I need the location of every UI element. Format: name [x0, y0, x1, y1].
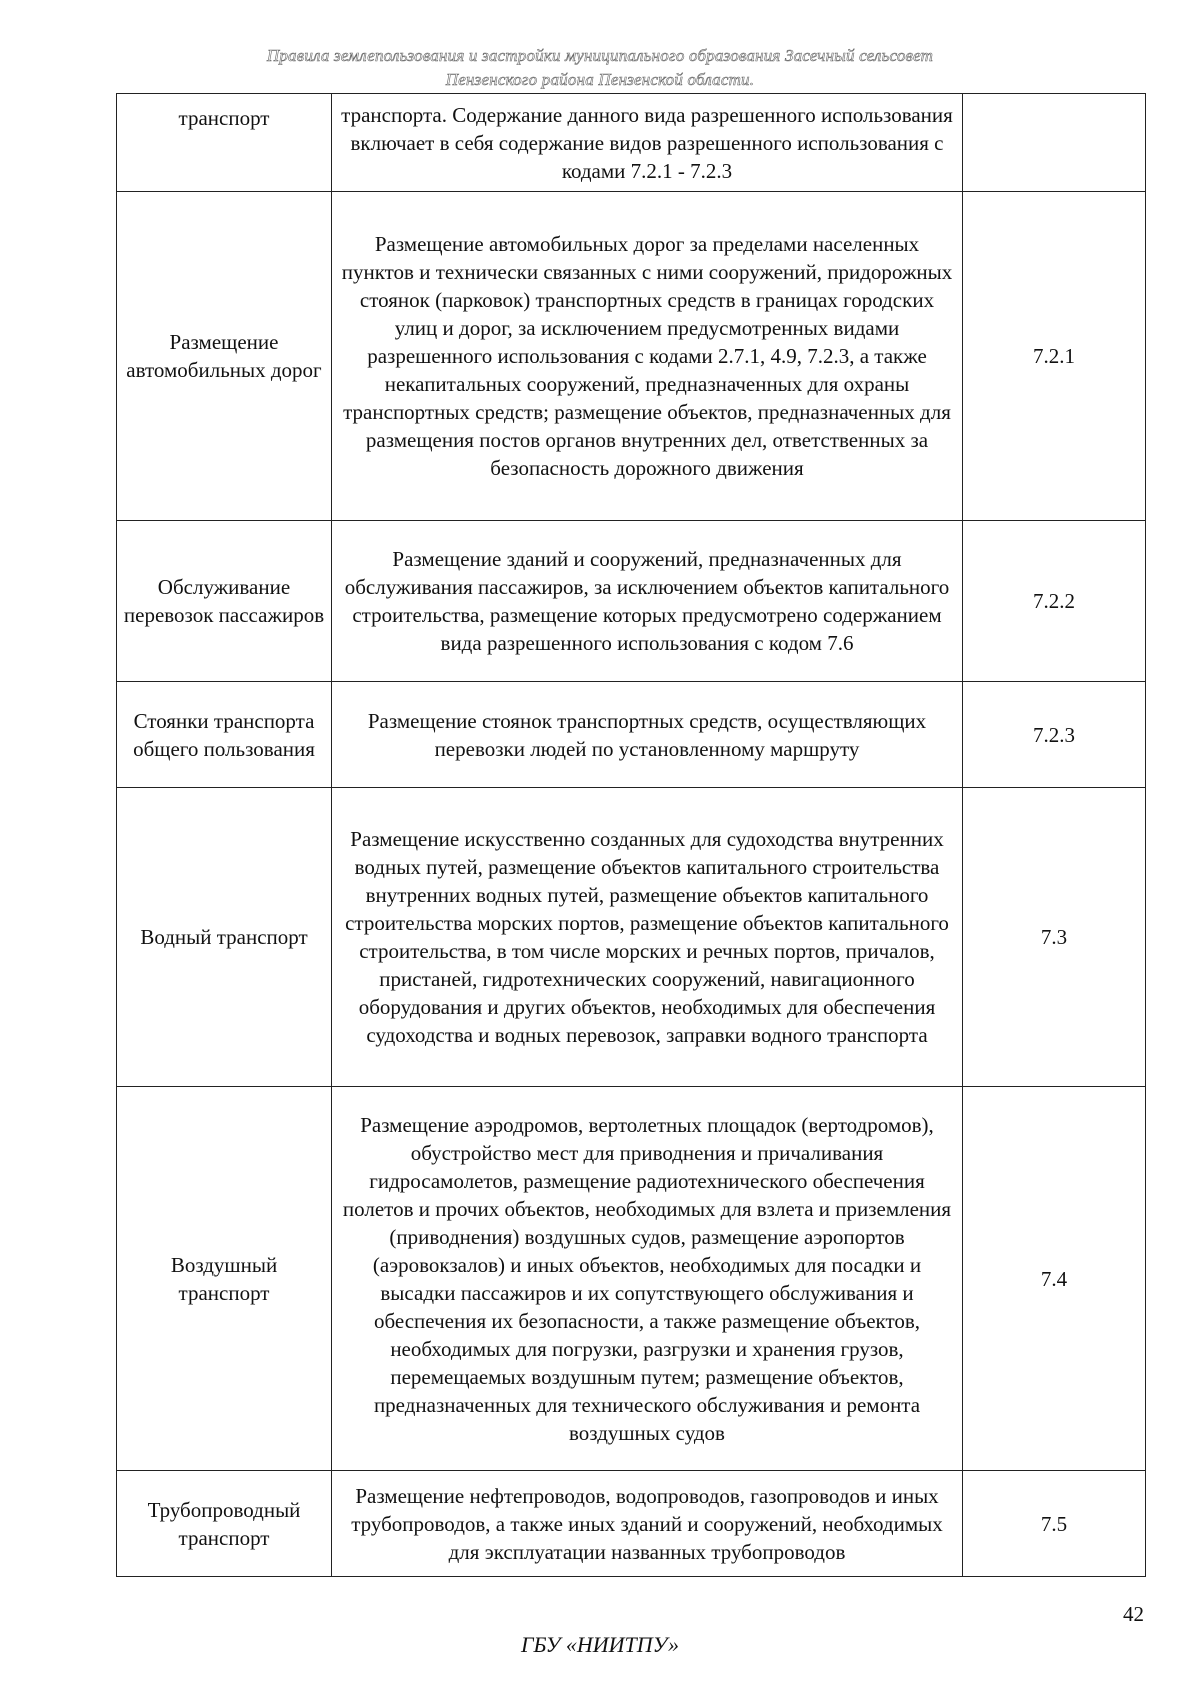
- land-use-table: [116, 93, 1146, 1577]
- use-code-cell: 7.2.1: [963, 192, 1146, 521]
- table-row: [117, 1471, 1146, 1577]
- use-name-cell: Водный транспорт: [117, 788, 332, 1087]
- table-row: [117, 94, 1146, 192]
- use-description-cell: Размещение искусственно созданных для судоходства внутренних водных путей, размещение объектов капитального строительства внутренних водных путей, размещение объектов капитального строительства морских портов, размещение объектов капитального строительства, в том числе морских и речных портов, причалов, пристаней, гидротехнических сооружений, навигационного оборудования и других объектов, необходимых для обеспечения судоходства и водных перевозок, заправки водного транспорта: [332, 788, 963, 1087]
- use-name-cell: транспорт: [117, 94, 332, 192]
- use-name-cell: Воздушный транспорт: [117, 1087, 332, 1471]
- use-description-cell: Размещение аэродромов, вертолетных площадок (вертодромов), обустройство мест для приводнения и причаливания гидросамолетов, размещение радиотехнического обеспечения полетов и прочих объектов, необходимых для взлета и приземления (приводнения) воздушных судов, размещение аэропортов (аэровокзалов) и иных объектов, необходимых для посадки и высадки пассажиров и их сопутствующего обслуживания и обеспечения их безопасности, а также размещение объектов, необходимых для погрузки, разгрузки и хранения грузов, перемещаемых воздушным путем; размещение объектов, предназначенных для технического обслуживания и ремонта воздушных судов: [332, 1087, 963, 1471]
- table-row: [117, 1087, 1146, 1471]
- footer-organization: ГБУ «НИИТПУ»: [520, 1632, 680, 1657]
- use-code-cell: [963, 94, 1146, 192]
- use-name-cell: Стоянки транспорта общего пользования: [117, 682, 332, 788]
- use-code-cell: 7.3: [963, 788, 1146, 1087]
- use-code-cell: 7.4: [963, 1087, 1146, 1471]
- running-header: [160, 44, 1040, 92]
- use-description-cell: Размещение нефтепроводов, водопроводов, газопроводов и иных трубопроводов, а также иных зданий и сооружений, необходимых для эксплуатации названных трубопроводов: [332, 1471, 963, 1577]
- use-description-cell: Размещение автомобильных дорог за пределами населенных пунктов и технически связанных с ними сооружений, придорожных стоянок (парковок) транспортных средств в границах городских улиц и дорог, за исключением предусмотренных видами разрешенного использования с кодами 2.7.1, 4.9, 7.2.3, а также некапитальных сооружений, предназначенных для охраны транспортных средств; размещение объектов, предназначенных для размещения постов органов внутренних дел, ответственных за безопасность дорожного движения: [332, 192, 963, 521]
- use-name-cell: Трубопроводный транспорт: [117, 1471, 332, 1577]
- table-row: [117, 788, 1146, 1087]
- header-line-2: Пензенского района Пензенской области.: [445, 70, 755, 89]
- table-row: [117, 521, 1146, 682]
- use-code-cell: 7.2.3: [963, 682, 1146, 788]
- page-number: 42: [1123, 1602, 1144, 1626]
- use-code-cell: 7.5: [963, 1471, 1146, 1577]
- table-row: [117, 192, 1146, 521]
- use-description-cell: Размещение стоянок транспортных средств, осуществляющих перевозки людей по установленному маршруту: [332, 682, 963, 788]
- use-description-cell: Размещение зданий и сооружений, предназначенных для обслуживания пассажиров, за исключением объектов капитального строительства, размещение которых предусмотрено содержанием вида разрешенного использования с кодом 7.6: [332, 521, 963, 682]
- header-line-1: Правила землепользования и застройки муниципального образования Засечный сельсовет: [266, 46, 934, 65]
- use-name-cell: Размещение автомобильных дорог: [117, 192, 332, 521]
- use-description-cell: транспорта. Содержание данного вида разрешенного использования включает в себя содержание видов разрешенного использования с кодами 7.2.1 - 7.2.3: [332, 94, 963, 192]
- use-name-cell: Обслуживание перевозок пассажиров: [117, 521, 332, 682]
- table-row: [117, 682, 1146, 788]
- use-code-cell: 7.2.2: [963, 521, 1146, 682]
